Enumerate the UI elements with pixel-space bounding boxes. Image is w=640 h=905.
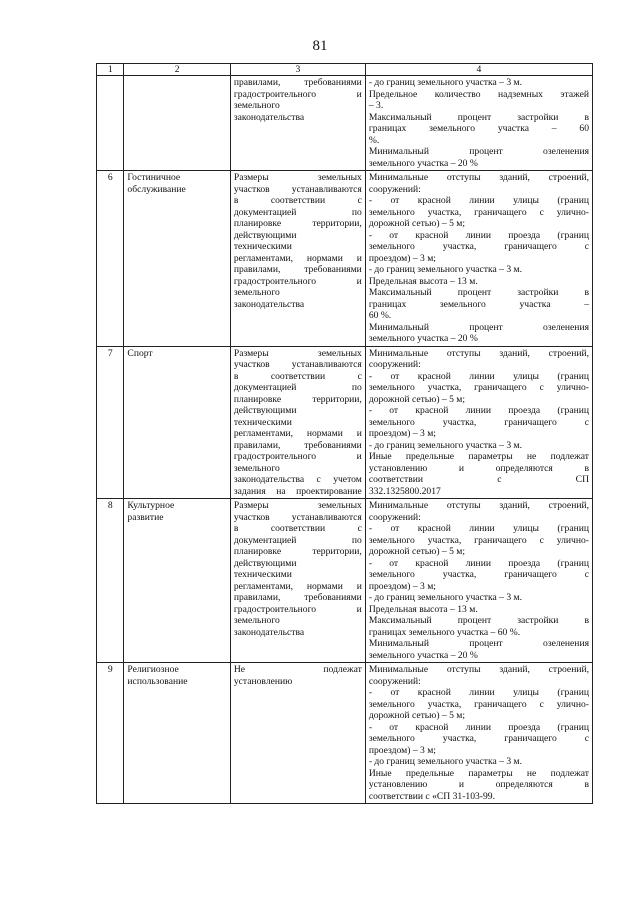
building-parameters-line: 60 %. — [368, 310, 392, 321]
building-parameters-line: Минимальные отступы зданий, строений, — [368, 664, 589, 675]
plot-size-requirements-line: планировке территории, — [233, 546, 362, 557]
plot-size-requirements-line: градостроительного и — [233, 603, 362, 615]
header-col-3: 3 — [230, 64, 365, 76]
land-use-type-line: использование — [127, 675, 188, 687]
plot-size-requirements — [230, 171, 365, 347]
row-number: 9 — [97, 663, 124, 804]
table-row — [97, 346, 593, 499]
plot-size-requirements-line: градостроительного и — [233, 275, 362, 287]
building-parameters-line: земельного участка – 20 % — [368, 649, 478, 661]
land-use-type-line: Гостиничное — [127, 172, 181, 183]
plot-size-requirements-line: Не подлежат — [233, 664, 362, 675]
land-use-type — [124, 499, 230, 663]
plot-size-requirements-line: законодательства — [233, 626, 305, 638]
plot-size-requirements-line: документацией по — [233, 382, 362, 393]
plot-size-requirements-line: земельного — [233, 615, 280, 626]
plot-size-requirements-line: в соответствии с — [233, 523, 362, 534]
plot-size-requirements-line: Размеры земельных — [233, 500, 362, 511]
building-parameters-line: проездом) – 3 м; — [368, 744, 436, 756]
plot-size-requirements-line: техническими — [233, 569, 292, 580]
table-header-row — [97, 64, 593, 76]
building-parameters-line: - до границ земельного участка – 3 м. — [368, 592, 523, 603]
plot-size-requirements-line: Размеры земельных — [233, 172, 362, 183]
building-parameters-line: - от красной линии проезда (границ — [368, 721, 589, 733]
building-parameters-line: границах земельного участка – — [368, 298, 589, 310]
plot-size-requirements-line: документацией по — [233, 534, 362, 546]
building-parameters-line: - до границ земельного участка – 3 м. — [368, 264, 523, 275]
building-parameters-line: земельного участка, граничащего с — [368, 569, 589, 580]
building-parameters — [365, 663, 592, 804]
building-parameters-line: Иные предельные параметры не подлежат — [368, 451, 589, 462]
building-parameters — [365, 346, 592, 499]
land-use-type-line: Религиозное — [127, 664, 179, 675]
plot-size-requirements-line: действующими — [233, 405, 297, 416]
building-parameters-line: земельного участка – 20 % — [368, 157, 478, 169]
building-parameters-line: - до границ земельного участка – 3 м. — [368, 77, 523, 88]
building-parameters-line: земельного участка, граничащего с — [368, 241, 589, 252]
building-parameters-line: - от красной линии улицы (границ — [368, 687, 589, 698]
plot-size-requirements — [230, 499, 365, 663]
land-use-type-line: обслуживание — [127, 183, 186, 195]
building-parameters-line: Максимальный процент застройки в — [368, 111, 589, 123]
plot-size-requirements — [230, 346, 365, 499]
building-parameters-line: земельного участка, граничащего с улично- — [368, 206, 589, 218]
building-parameters-line: соответствии с «СП 31-103-99. — [368, 790, 495, 802]
land-use-type — [124, 663, 230, 804]
plot-size-requirements-line: регламентами, нормами и — [233, 428, 362, 439]
land-use-type — [124, 171, 230, 347]
building-parameters-line: - от красной линии улицы (границ — [368, 370, 589, 382]
building-parameters-line: – 3. — [368, 100, 384, 111]
plot-size-requirements-line: градостроительного и — [233, 88, 362, 100]
plot-size-requirements-line: законодательства с учетом — [233, 474, 362, 485]
land-use-type-line: Культурное — [127, 500, 175, 511]
land-use-type — [124, 76, 230, 171]
building-parameters-line: дорожной сетью) – 5 м; — [368, 218, 466, 229]
building-parameters-line: Максимальный процент застройки в — [368, 287, 589, 298]
building-parameters-line: земельного участка, граничащего с — [368, 733, 589, 744]
header-col-1: 1 — [97, 64, 124, 76]
building-parameters-line: дорожной сетью) – 5 м; — [368, 393, 466, 405]
plot-size-requirements-line: участков устанавливаются — [233, 183, 362, 195]
building-parameters-line: проездом) – 3 м; — [368, 580, 436, 592]
plot-size-requirements — [230, 76, 365, 171]
building-parameters — [365, 171, 592, 347]
building-parameters-line: 332.1325800.2017 — [368, 485, 441, 497]
plot-size-requirements-line: законодательства — [233, 111, 305, 123]
building-parameters-line: Предельная высота – 13 м. — [368, 275, 478, 287]
building-parameters-line: - от красной линии проезда (границ — [368, 557, 589, 569]
building-parameters-line: - от красной линии проезда (границ — [368, 229, 589, 241]
building-parameters-line: - до границ земельного участка – 3 м. — [368, 439, 523, 451]
plot-size-requirements-line: задания на проектирование — [233, 485, 362, 497]
plot-size-requirements-line: техническими — [233, 416, 292, 428]
land-use-type-line: развитие — [127, 511, 164, 523]
building-parameters-line: Минимальный процент озеленения — [368, 638, 589, 649]
building-parameters-line: Минимальный процент озеленения — [368, 321, 589, 333]
plot-size-requirements-line: градостроительного и — [233, 451, 362, 462]
regulations-table — [96, 63, 593, 804]
plot-size-requirements — [230, 663, 365, 804]
building-parameters-line: дорожной сетью) – 5 м; — [368, 710, 466, 721]
plot-size-requirements-line: планировке территории, — [233, 218, 362, 229]
building-parameters-line: - до границ земельного участка – 3 м. — [368, 756, 523, 767]
plot-size-requirements-line: земельного — [233, 100, 280, 111]
building-parameters-line: Иные предельные параметры не подлежат — [368, 767, 589, 779]
plot-size-requirements-line: установлению — [233, 675, 293, 687]
plot-size-requirements-line: документацией по — [233, 206, 362, 218]
plot-size-requirements-line: в соответствии с — [233, 195, 362, 206]
row-number: 6 — [97, 171, 124, 347]
land-use-type-line: Спорт — [127, 347, 153, 359]
building-parameters-line: Минимальные отступы зданий, строений, — [368, 172, 589, 183]
row-number: 7 — [97, 346, 124, 499]
building-parameters-line: - от красной линии проезда (границ — [368, 405, 589, 416]
plot-size-requirements-line: законодательства — [233, 298, 305, 310]
plot-size-requirements-line: правилами, требованиями — [233, 264, 362, 275]
building-parameters-line: соответствии с СП — [368, 474, 589, 485]
plot-size-requirements-line: земельного — [233, 462, 280, 474]
building-parameters-line: земельного участка, граничащего с улично- — [368, 698, 589, 710]
building-parameters-line: границах земельного участка – 60 %. — [368, 626, 521, 638]
table-row — [97, 76, 593, 171]
building-parameters-line: Максимальный процент застройки в — [368, 615, 589, 626]
plot-size-requirements-line: участков устанавливаются — [233, 359, 362, 370]
building-parameters-line: земельного участка, граничащего с — [368, 416, 589, 428]
table-row — [97, 663, 593, 804]
plot-size-requirements-line: правилами, требованиями — [233, 592, 362, 603]
plot-size-requirements-line: правилами, требованиями — [233, 439, 362, 451]
plot-size-requirements-line: земельного — [233, 287, 280, 298]
building-parameters-line: Минимальные отступы зданий, строений, — [368, 347, 589, 359]
building-parameters-line: сооружений: — [368, 183, 421, 195]
building-parameters-line: сооружений: — [368, 359, 421, 370]
building-parameters-line: сооружений: — [368, 675, 421, 687]
building-parameters — [365, 499, 592, 663]
building-parameters — [365, 76, 592, 171]
header-col-2: 2 — [124, 64, 230, 76]
header-col-4: 4 — [365, 64, 592, 76]
plot-size-requirements-line: в соответствии с — [233, 370, 362, 382]
plot-size-requirements-line: регламентами, нормами и — [233, 252, 362, 264]
building-parameters-line: Минимальные отступы зданий, строений, — [368, 500, 589, 511]
plot-size-requirements-line: действующими — [233, 229, 297, 241]
building-parameters-line: установлению и определяются в — [368, 462, 589, 474]
building-parameters-line: - от красной линии улицы (границ — [368, 523, 589, 534]
row-number — [97, 76, 124, 171]
building-parameters-line: Минимальный процент озеленения — [368, 146, 589, 157]
plot-size-requirements-line: правилами, требованиями — [233, 77, 362, 88]
building-parameters-line: сооружений: — [368, 511, 421, 523]
building-parameters-line: земельного участка, граничащего с улично- — [368, 534, 589, 546]
table-row — [97, 171, 593, 347]
building-parameters-line: - от красной линии улицы (границ — [368, 195, 589, 206]
building-parameters-line: проездом) – 3 м; — [368, 252, 436, 264]
building-parameters-line: установлению и определяются в — [368, 779, 589, 790]
building-parameters-line: Предельное количество надземных этажей — [368, 88, 589, 100]
plot-size-requirements-line: регламентами, нормами и — [233, 580, 362, 592]
plot-size-requirements-line: техническими — [233, 241, 292, 252]
plot-size-requirements-line: планировке территории, — [233, 393, 362, 405]
row-number: 8 — [97, 499, 124, 663]
building-parameters-line: %. — [368, 134, 380, 146]
table-row — [97, 499, 593, 663]
page-number: 81 — [312, 38, 328, 54]
plot-size-requirements-line: действующими — [233, 557, 297, 569]
building-parameters-line: земельного участка – 20 % — [368, 333, 478, 344]
plot-size-requirements-line: участков устанавливаются — [233, 511, 362, 523]
building-parameters-line: Предельная высота – 13 м. — [368, 603, 478, 615]
building-parameters-line: границах земельного участка – 60 — [368, 123, 589, 134]
plot-size-requirements-line: Размеры земельных — [233, 347, 362, 359]
building-parameters-line: проездом) – 3 м; — [368, 428, 436, 439]
building-parameters-line: земельного участка, граничащего с улично- — [368, 382, 589, 393]
building-parameters-line: дорожной сетью) – 5 м; — [368, 546, 466, 557]
land-use-type — [124, 346, 230, 499]
